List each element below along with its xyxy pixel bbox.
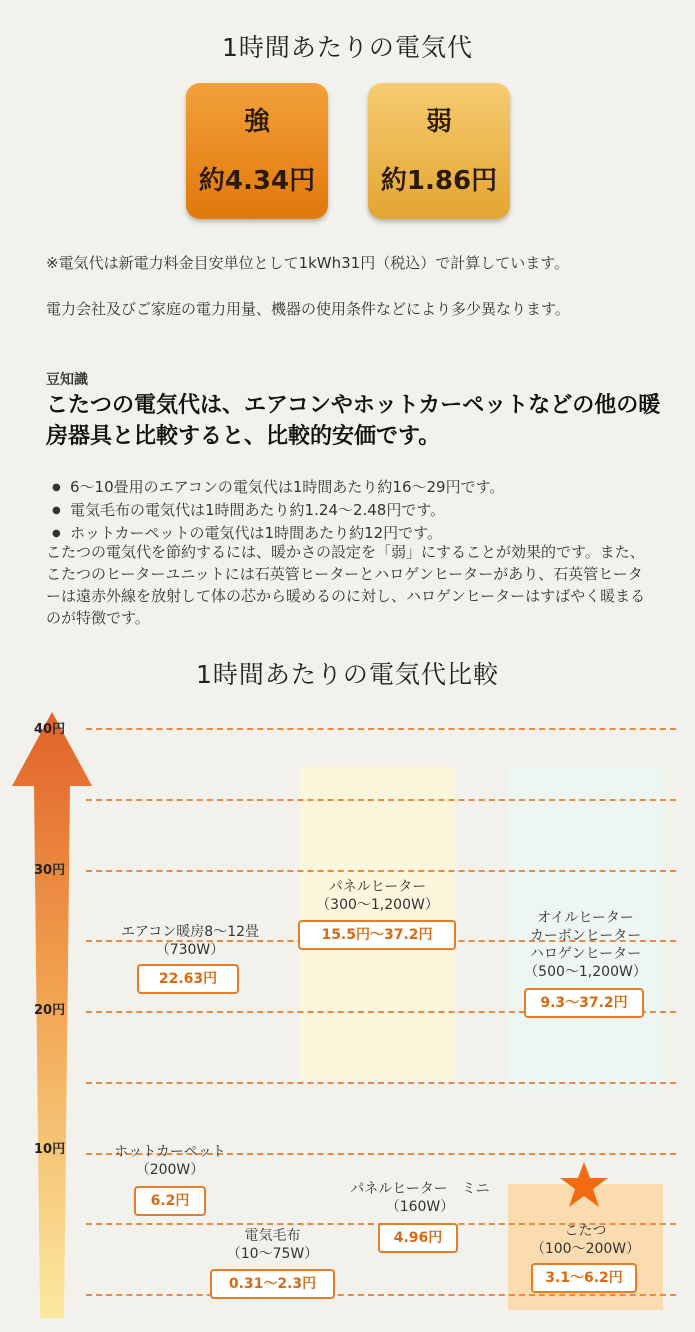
oil-heater-label: オイルヒーター カーボンヒーター ハロゲンヒーター （500～1,200W）: [524, 910, 647, 980]
panel-heater-value: 15.5円～37.2円: [298, 920, 456, 950]
strong-cost-amount: 約4.34円: [198, 166, 316, 196]
panel-heater-mini-label: パネルヒーター ミニ （160W）: [350, 1181, 490, 1215]
strong-level-label: 強: [243, 107, 270, 137]
weak-cost-card: [368, 83, 510, 219]
gridline: [86, 799, 676, 801]
gridline: [86, 870, 676, 872]
gridline: [86, 1294, 676, 1296]
trivia-label: 豆知識: [46, 372, 88, 388]
y-tick-label: 10円: [34, 1142, 66, 1157]
cost-comparison-chart: [0, 700, 695, 1332]
usage-note: 電力会社及びご家庭の電力用量、機器の使用条件などにより多少異なります。: [46, 300, 570, 318]
star-icon: [558, 1160, 610, 1210]
y-tick-label: 20円: [34, 1003, 66, 1018]
trivia-headline: こたつの電気代は、エアコンやホットカーペットなどの他の暖房器具と比較すると、比較的安価です。: [46, 393, 661, 449]
gridline: [86, 728, 676, 730]
kotatsu-value: 3.1～6.2円: [531, 1263, 637, 1293]
trivia-bullet-list: [46, 476, 646, 545]
chart-title: 1時間あたりの電気代比較: [196, 660, 499, 689]
trivia-paragraph: こたつの電気代を節約するには、暖かさの設定を「弱」にすることが効果的です。また、こたつのヒーターユニットには石英管ヒーターとハロゲンヒーターがあり、石英管ヒーターは遠赤外線を放射して体の芯から暖めるのに対し、ハロゲンヒーターはすばやく暖まるのが特徴です。: [46, 543, 646, 627]
panel-heater-label: パネルヒーター （300～1,200W）: [316, 879, 439, 913]
hot-carpet-value: 6.2円: [134, 1186, 206, 1216]
weak-cost-amount: 約1.86円: [380, 166, 498, 196]
aircon-label: エアコン暖房8～12畳 （730W）: [120, 924, 260, 958]
list-item: ● 6～10畳用のエアコンの電気代は1時間あたり約16～29円です。: [46, 476, 646, 499]
kotatsu-label: こたつ （100～200W）: [530, 1223, 641, 1257]
gridline: [86, 1082, 676, 1084]
y-tick-label: 30円: [34, 863, 66, 878]
aircon-value: 22.63円: [137, 964, 239, 994]
strong-cost-card: [186, 83, 328, 219]
weak-level-label: 弱: [425, 107, 452, 137]
panel-heater-mini-value: 4.96円: [378, 1223, 458, 1253]
electric-blanket-label: 電気毛布 （10～75W）: [226, 1228, 319, 1262]
oil-heater-value: 9.3～37.2円: [524, 988, 644, 1018]
hot-carpet-label: ホットカーペット （200W）: [114, 1144, 226, 1178]
electric-blanket-value: 0.31～2.3円: [210, 1269, 335, 1299]
list-item: ● ホットカーペットの電気代は1時間あたり約12円です。: [46, 522, 646, 545]
page-title: 1時間あたりの電気代: [222, 33, 473, 62]
rate-note: ※電気代は新電力料金目安単位として1kWh31円（税込）で計算しています。: [46, 254, 570, 272]
y-tick-label: 40円: [34, 722, 66, 737]
list-item: ● 電気毛布の電気代は1時間あたり約1.24～2.48円です。: [46, 499, 646, 522]
